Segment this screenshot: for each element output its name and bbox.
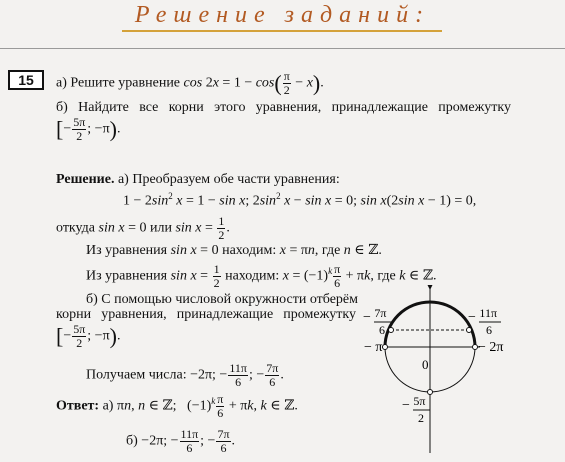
from-eq-label-1: Из уравнения — [86, 243, 168, 258]
header-divider — [0, 48, 565, 49]
root-set-1: Из уравнения sin x = 0 находим: x = πn, где n ∈ ℤ. — [86, 243, 382, 258]
label-minus-7pi-6: − 7π — [363, 306, 387, 325]
answer-line-a: Ответ: а) πn, n ∈ ℤ; $(-1)^k$ $\frac{\pi}{6}$ + πk, k ∈ ℤ. — [56, 392, 298, 420]
part-b-interval: [− $\frac{5\pi}{2}$ ; −π). — [56, 322, 121, 350]
problem-part-a: а) Решите уравнение cos 2x = 1 − cos( $\frac{\pi}{2}$ − x). — [56, 69, 324, 97]
root-set-2: Из уравнения sin x = $\frac{1}{2}$ находим: $x = (-1)^k$ $\frac{\pi}{6}$ + πk, где k ∈ ℤ. — [86, 262, 437, 290]
problem-number-badge: 15 — [8, 70, 44, 90]
title-underline — [122, 30, 442, 32]
label-minus-pi: − π — [364, 340, 383, 355]
part-b-text-1: б) С помощью числовой окружности отберём — [86, 292, 359, 307]
ili-label: или — [149, 220, 172, 236]
from-eq-label-2: Из уравнения — [86, 268, 168, 284]
got-numbers-label: Получаем числа: — [86, 367, 187, 383]
answer-b-label: б) — [126, 433, 138, 449]
otkuda-line: откуда sin x = 0 или sin x = $\frac{1}{2}$ . — [56, 214, 230, 242]
point-minus-pi — [383, 345, 388, 350]
point-minus-5pi-2 — [428, 390, 433, 395]
label-denominator-5pi-2: 2 — [418, 411, 424, 425]
label-minus-2pi: − 2π — [478, 340, 504, 355]
number-circle-diagram — [360, 285, 560, 455]
solution-intro: а) Преобразуем обе части уравнения: — [117, 172, 340, 187]
answer-title: Ответ: — [56, 398, 100, 414]
label-denominator-7pi-6: 6 — [379, 323, 385, 337]
label-minus-5pi-2: − 5π — [402, 394, 426, 413]
otkuda-label: откуда — [56, 220, 95, 236]
answer-line-b: б) −2π; − $\frac{11\pi}{6}$ ; − $\frac{7\pi}{6}$ . — [126, 427, 236, 455]
point-minus-11pi-6 — [467, 328, 472, 333]
label-zero: 0 — [422, 357, 429, 372]
numbers-line: Получаем числа: −2π; − $\frac{11\pi}{6}$ ; − $\frac{7\pi}{6}$ . — [86, 361, 284, 389]
gde-label-2: где — [377, 268, 396, 284]
answer-a-label: а) — [102, 398, 114, 414]
point-minus-7pi-6 — [389, 328, 394, 333]
part-b-text-2: корни уравнения, принадлежащие промежутку — [56, 307, 356, 322]
page-title: Решение заданий: — [134, 2, 431, 28]
nahodim-label-2: находим: — [225, 268, 280, 284]
equation-transform: $1 - 2\sin^2$ x = 1 − sin x; $2\sin^2$ x − sin x = 0; sin x(2sin x − 1) = 0, — [123, 191, 477, 209]
problem-part-b: б) Найдите все корни этого уравнения, принадлежащие промежутку — [56, 100, 511, 115]
label-minus-11pi-6: − 11π — [468, 306, 498, 325]
part-a-label: а) Решите уравнение — [56, 75, 181, 91]
gde-label-1: где — [321, 243, 341, 258]
solution-intro-line — [56, 172, 340, 188]
problem-part-b-interval: [− $\frac{5\pi}{2}$ ; −π). — [56, 115, 121, 143]
nahodim-label-1: находим: — [222, 243, 277, 258]
label-denominator-11pi-6: 6 — [486, 323, 492, 337]
point-minus-2pi — [473, 345, 478, 350]
solution-title: Решение. — [56, 172, 115, 187]
